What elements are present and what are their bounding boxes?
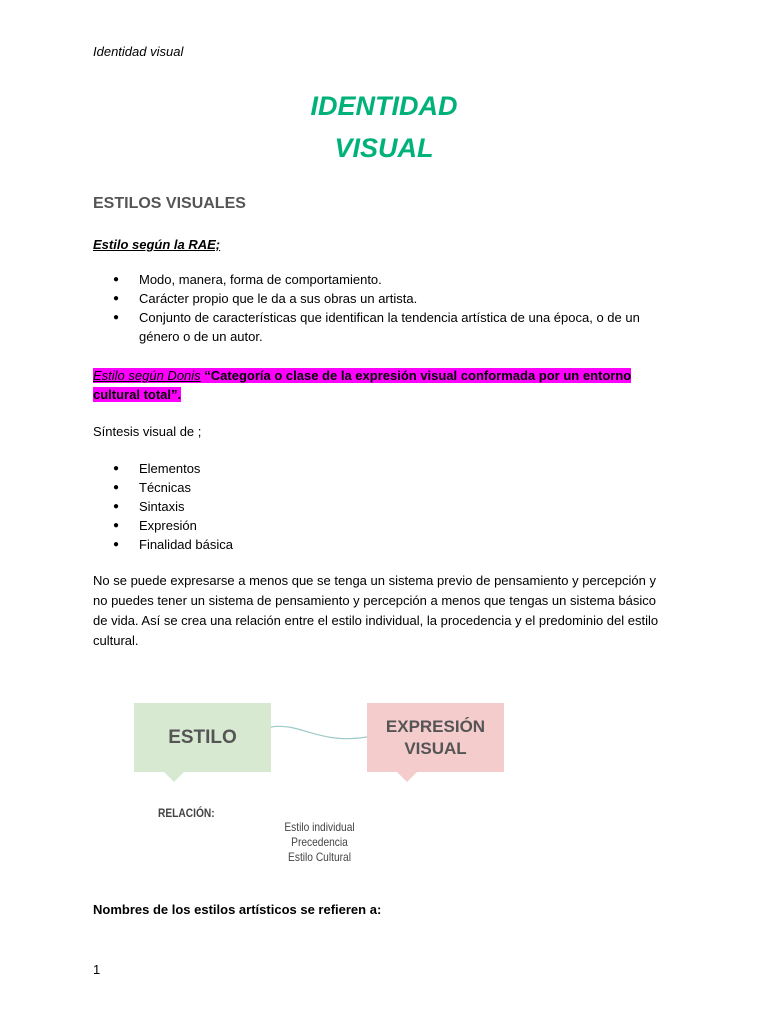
- bullet-icon: ●: [113, 293, 120, 304]
- page-number: 1: [93, 962, 101, 977]
- relation-label: RELACIÓN:: [158, 806, 215, 820]
- title-line-2: VISUAL: [334, 133, 434, 163]
- list-item: ● Elementos: [113, 461, 201, 476]
- section-heading: ESTILOS VISUALES: [93, 195, 246, 212]
- page-header: Identidad visual: [93, 44, 184, 59]
- relation-item: Estilo Cultural: [288, 850, 351, 864]
- list-item: ● Técnicas: [113, 480, 192, 495]
- relation-item: Precedencia: [291, 835, 348, 849]
- donis-label: Estilo según Donis: [93, 368, 201, 383]
- bullet-icon: ●: [113, 482, 120, 493]
- bullet-icon: ●: [113, 501, 120, 512]
- body-paragraph: No se puede expresarse a menos que se tenga un sistema previo de pensamiento y percepción y no puedes tener un sistema de pensamiento y percepción a menos que tengas un sistema básico de vida. Así se crea una relación entre el estilo individual, la procedencia y el predominio del estilo cultural.: [93, 573, 659, 648]
- sintesis-label: Síntesis visual de ;: [93, 424, 202, 439]
- list-item: ● Finalidad básica: [113, 537, 233, 552]
- bullet-icon: ●: [113, 520, 120, 531]
- rae-label: Estilo según la RAE;: [93, 237, 221, 252]
- expresion-visual-box: EXPRESIÓN VISUAL: [367, 703, 504, 772]
- bullet-icon: ●: [113, 274, 120, 285]
- connector-line: [271, 726, 367, 738]
- list-item: ● Conjunto de características que identifican la tendencia artística de una época, o de un género o de un autor.: [113, 310, 640, 344]
- relation-item: Estilo individual: [284, 820, 355, 834]
- list-item: ● Carácter propio que le da a sus obras un artista.: [113, 291, 418, 306]
- donis-quote: “Categoría o clase de la expresión visual conformada por un entorno cultural total”.: [93, 368, 632, 402]
- bullet-icon: ●: [113, 312, 120, 323]
- list-item: ● Modo, manera, forma de comportamiento.: [113, 272, 382, 287]
- bullet-icon: ●: [113, 539, 120, 550]
- list-item: ● Sintaxis: [113, 499, 185, 514]
- estilo-box-pointer: [164, 772, 184, 782]
- bullet-icon: ●: [113, 463, 120, 474]
- list-item: ● Expresión: [113, 518, 197, 533]
- estilo-box: ESTILO: [134, 703, 271, 772]
- nombres-line: Nombres de los estilos artísticos se refieren a:: [93, 902, 382, 917]
- expresion-box-pointer: [397, 772, 417, 782]
- relation-items: [271, 820, 369, 865]
- title-line-1: IDENTIDAD: [310, 91, 458, 121]
